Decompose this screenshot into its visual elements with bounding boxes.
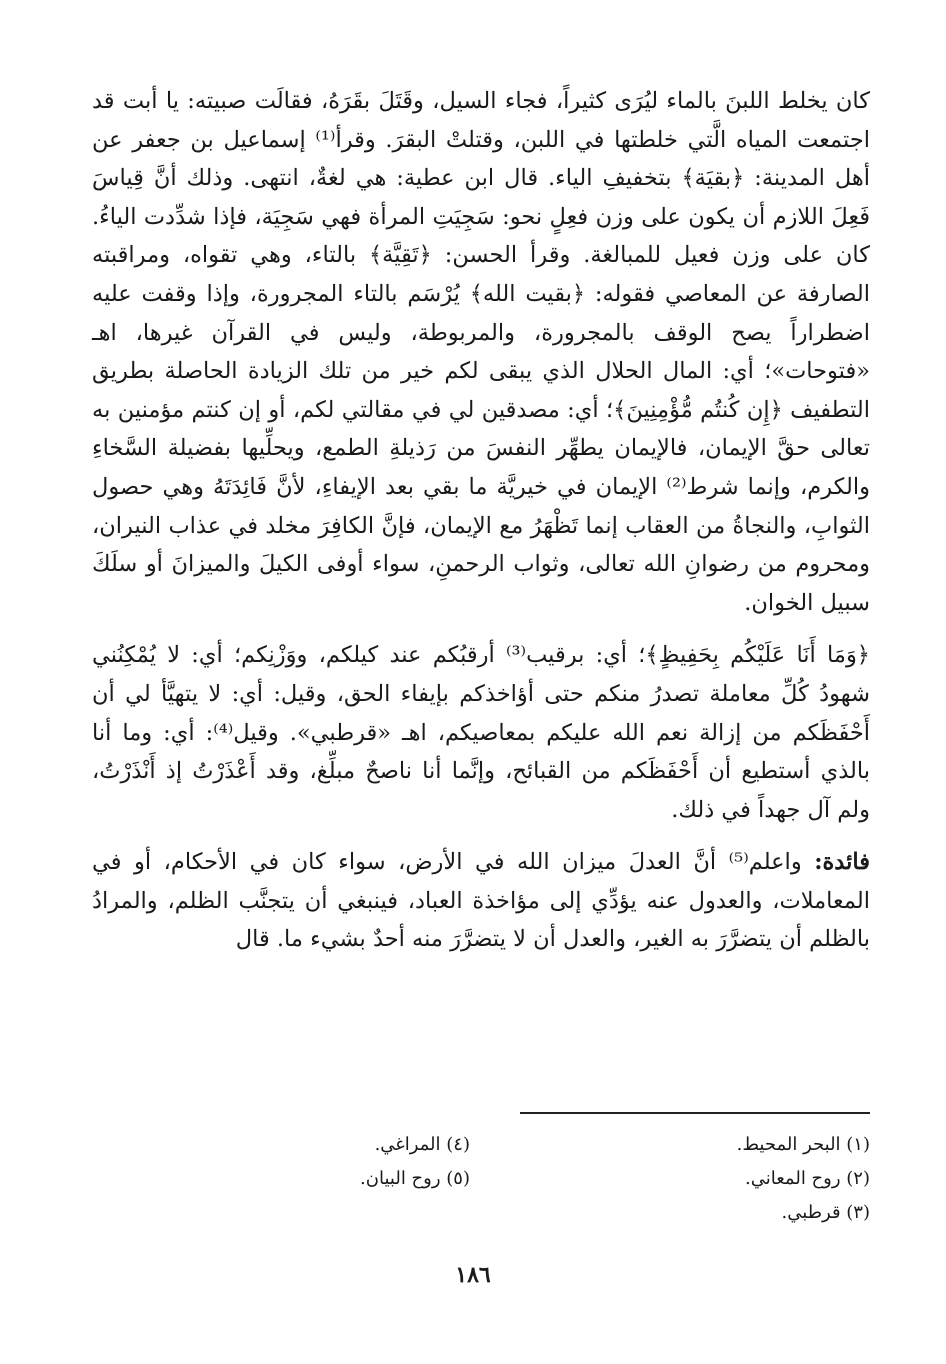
paragraph-1: كان يخلط اللبنَ بالماء ليُرَى كثيراً، فجاء السيل، وقَتَلَ بقَرَهُ، فقالَت صبيته: يا أبت قد اجتمعت المياه الَّتي خلطتها في اللبن، وقتلتْ البقرَ. وقرأ⁽¹⁾ إسماعيل بن جعفر عن أهل المدينة: ﴿بقيَة﴾ بتخفيفِ الياء. قال ابن عطية: هي لغةٌ، انتهى. وذلك أنَّ قِياسَ فَعِلَ اللازم أن يكون على وزن فعِلٍ نحو: سَجِيَتِ المرأة فهي سَجِيَة، فإذا شدِّدت الياءُ. كان على وزن فعيل للمبالغة. وقرأ الحسن: ﴿تَقِيَّة﴾ بالتاء، وهي تقواه، ومراقبته الصارفة عن المعاصي فقوله: ﴿بقيت الله﴾ يُرْسَم بالتاء المجرورة، وإذا وقفت عليه اضطراراً يصح الوقف بالمجرورة، والمربوطة، وليس في القرآن غيرها، اهـ «فتوحات»؛ أي: المال الحلال الذي يبقى لكم خير من تلك الزيادة الحاصلة بطريق التطفيف ﴿إِن كُنتُم مُّؤْمِنِينَ﴾؛ أي: مصدقين لي في مقالتي لكم، أو إن كنتم مؤمنين به تعالى حقَّ الإيمان، فالإيمان يطهِّر النفسَ من رَذيلةِ الطمع، ويحلِّيها بفضيلة السَّخاءِ والكرم، وإنما شرط⁽²⁾ الإيمان في خيريَّة ما بقي بعد الإيفاءِ، لأنَّ فَائِدَتَهُ وهي حصول الثوابِ، والنجاةُ من العقاب إنما تَظْهَرُ مع الإيمان، فإنَّ الكافِرَ مخلد في عذاب النيران، ومحروم من رضوانِ الله تعالى، وثواب الرحمنِ، سواء أوفى الكيلَ والميزانَ أو سلَكَ سبيل الخوان. — [92, 88, 871, 616]
footnote-divider — [520, 1112, 870, 1114]
page-number: ١٨٦ — [455, 1262, 491, 1288]
footnote-1: (١) البحر المحيط. — [736, 1134, 870, 1155]
fayida-text: واعلم⁽⁵⁾ أنَّ العدلَ ميزان الله في الأرض، سواء كان في الأحكام، أو في المعاملات، والعدول عنه يؤدِّي إلى مؤاخذة العباد، فينبغي أن يتجنَّب الظلم، والمرادُ بالظلم أن يتضرَّرَ به الغير، والعدل أن لا يتضرَّرَ منه أحدٌ بشيء ما. قال — [92, 849, 870, 953]
footnote-5: (٥) روح البيان. — [360, 1168, 470, 1189]
footnotes-column-right — [570, 1128, 870, 1230]
footnote-3: (٣) قرطبي. — [781, 1202, 870, 1223]
paragraph-fayida — [92, 843, 870, 959]
footnotes-column-left — [280, 1128, 470, 1196]
fayida-label: فائدة: — [814, 849, 870, 876]
footnote-2: (٢) روح المعاني. — [745, 1168, 870, 1189]
page-body — [92, 82, 870, 959]
footnote-4: (٤) المراغي. — [374, 1134, 470, 1155]
paragraph-2: ﴿وَمَا أَنَا عَلَيْكُم بِحَفِيظٍ﴾؛ أي: برقيب⁽³⁾ أرقبُكم عند كيلكم، ووَزْنِكم؛ أي: لا يُمْكِنُني شهودُ كُلِّ معاملة تصدرُ منكم حتى أؤاخذكم بإيفاء الحق، وقيل: أي: لا يتهيَّأ لي أن أَحْفَظَكم من إزالة نعم الله عليكم بمعاصيكم، اهـ «قرطبي». وقيل⁽⁴⁾: أي: وما أنا بالذي أستطيع أن أَحْفَظَكم من القبائح، وإنَّما أنا ناصحٌ مبلِّغ، وقد أَعْذَرْتُ إذ أَنْذَرْتُ، ولم آل جهداً في ذلك. — [92, 642, 870, 823]
